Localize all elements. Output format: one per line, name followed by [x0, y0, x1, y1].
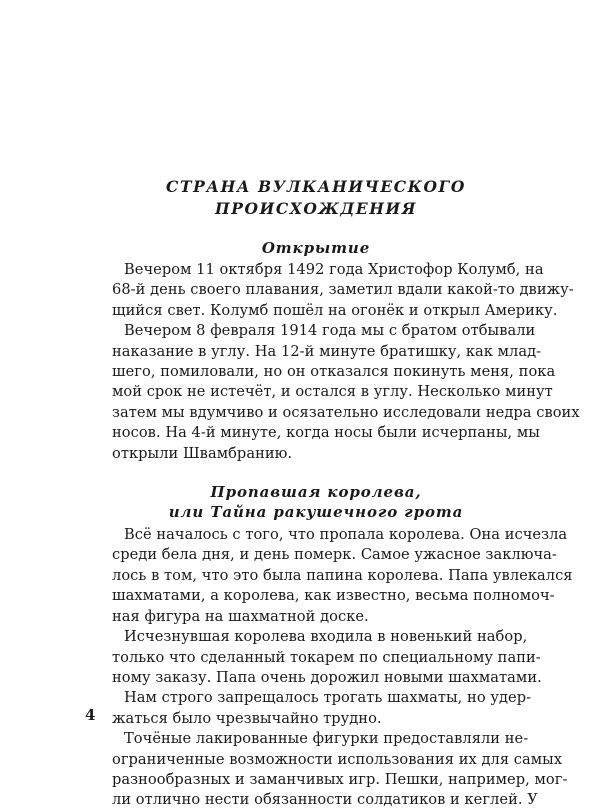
- text-line: наказание в углу. На 12-й минуте братишку, как млад-: [112, 342, 542, 360]
- text-line: лось в том, что это была папина королева. Папа увлекался: [112, 566, 573, 584]
- section-title-lost-queen: [112, 482, 520, 522]
- page-number: 4: [85, 706, 96, 724]
- text-line: затем мы вдумчиво и осязательно исследовали недра своих: [112, 403, 580, 421]
- paragraph: [112, 525, 573, 627]
- text-line: только что сделанный токарем по специальному папи-: [112, 648, 541, 666]
- text-line: щийся свет. Колумб пошёл на огонёк и открыл Америку.: [112, 301, 558, 319]
- section-title-line: или Тайна ракушечного грота: [168, 503, 464, 522]
- text-line: шего, помиловали, но он отказался покинуть меня, пока: [112, 363, 556, 381]
- section-title-line: Открытие: [261, 239, 371, 257]
- text-line: Вечером 8 февраля 1914 года мы с братом отбывали: [124, 322, 536, 340]
- paragraph: [112, 688, 532, 729]
- paragraph: [112, 321, 580, 464]
- section-title-discovery: [112, 238, 520, 258]
- text-line: ли отлично нести обязанности солдатиков и кеглей. У: [112, 791, 538, 809]
- text-line: 68-й день своего плавания, заметил вдали какой-то движу-: [112, 281, 574, 299]
- text-line: открыли Швамбранию.: [112, 444, 293, 462]
- text-line: Нам строго запрещалось трогать шахматы, но удер-: [124, 689, 532, 707]
- text-line: ному заказу. Папа очень дорожил новыми шахматами.: [112, 668, 542, 686]
- chapter-title: [112, 176, 520, 220]
- text-line: мой срок не истечёт, и остался в углу. Несколько минут: [112, 383, 553, 401]
- paragraph: [112, 627, 542, 688]
- text-line: носов. На 4-й минуте, когда носы были исчерпаны, мы: [112, 424, 540, 442]
- paragraph: [112, 260, 574, 321]
- text-line: ная фигура на шахматной доске.: [112, 607, 369, 625]
- text-line: Всё началось с того, что пропала королева. Она исчезла: [124, 526, 568, 544]
- section-title-line: Пропавшая королева,: [210, 483, 422, 502]
- text-line: Исчезнувшая королева входила в новенький набор,: [124, 628, 528, 646]
- paragraph: [112, 729, 568, 811]
- text-line: Вечером 11 октября 1492 года Христофор Колумб, на: [124, 261, 544, 278]
- page-body: [112, 176, 580, 811]
- text-line: шахматами, а королева, как известно, весьма полномоч-: [112, 587, 555, 605]
- text-line: ограниченные возможности использования их для самых: [112, 750, 563, 768]
- text-line: Точёные лакированные фигурки предоставляли не-: [124, 730, 529, 748]
- chapter-title-line: ПРОИСХОЖДЕНИЯ: [214, 199, 417, 218]
- chapter-title-line: СТРАНА ВУЛКАНИЧЕСКОГО: [166, 177, 466, 196]
- text-line: жаться было чрезвычайно трудно.: [112, 709, 382, 727]
- text-line: разнообразных и заманчивых игр. Пешки, например, мог-: [112, 770, 568, 788]
- text-line: среди бела дня, и день померк. Самое ужасное заключа-: [112, 546, 557, 564]
